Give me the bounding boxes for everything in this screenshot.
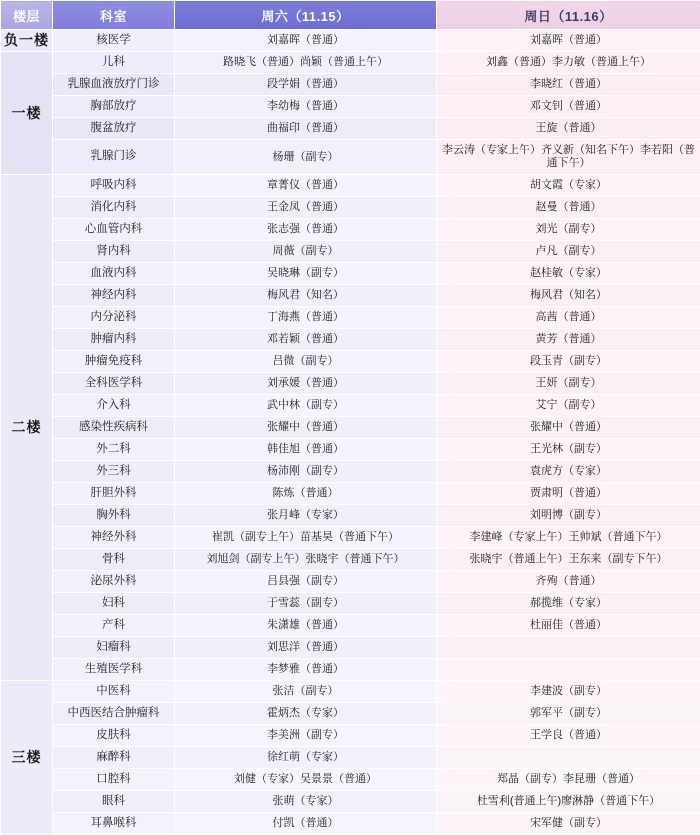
department-name: 产科 (53, 615, 175, 637)
header-department: 科室 (53, 1, 175, 30)
table-header (1, 1, 700, 30)
department-name: 妇瘤科 (53, 637, 175, 659)
table-row (1, 769, 700, 791)
department-name: 麻醉科 (53, 747, 175, 769)
saturday-doctor: 付凯（普通） (175, 813, 437, 835)
department-name: 感染性疾病科 (53, 417, 175, 439)
table-row (1, 571, 700, 593)
table-row (1, 395, 700, 417)
sunday-doctor: 杜雪利(普通上午)廖淋静（普通下午） (437, 791, 700, 813)
sunday-doctor: 李建峰（专家上午）王帅斌（普通下午） (437, 527, 700, 549)
table-row (1, 703, 700, 725)
department-name: 儿科 (53, 52, 175, 74)
department-name: 消化内科 (53, 197, 175, 219)
table-row (1, 351, 700, 373)
sunday-doctor: 段玉青（副专） (437, 351, 700, 373)
saturday-doctor: 张耀中（普通） (175, 417, 437, 439)
department-name: 肾内科 (53, 241, 175, 263)
department-name: 胸外科 (53, 505, 175, 527)
sunday-doctor: 齐殉（普通） (437, 571, 700, 593)
department-name: 神经外科 (53, 527, 175, 549)
department-name: 肿瘤免疫科 (53, 351, 175, 373)
floor-label: 二楼 (1, 175, 53, 681)
department-name: 乳腺血液放疗门诊 (53, 74, 175, 96)
sunday-doctor: 杜丽佳（普通） (437, 615, 700, 637)
department-name: 妇科 (53, 593, 175, 615)
sunday-doctor: 郑晶（副专）李昆珊（普通） (437, 769, 700, 791)
table-row (1, 329, 700, 351)
saturday-doctor: 李梦雅（普通） (175, 659, 437, 681)
header-row (1, 1, 700, 30)
table-row (1, 140, 700, 175)
table-row (1, 74, 700, 96)
header-sunday: 周日（11.16） (437, 1, 700, 30)
department-name: 口腔科 (53, 769, 175, 791)
saturday-doctor: 刘承媛（普通） (175, 373, 437, 395)
department-name: 全科医学科 (53, 373, 175, 395)
table-row (1, 96, 700, 118)
department-name: 泌尿外科 (53, 571, 175, 593)
department-name: 胸部放疗 (53, 96, 175, 118)
table-row (1, 461, 700, 483)
saturday-doctor: 韩佳旭（普通） (175, 439, 437, 461)
table-row (1, 791, 700, 813)
sunday-doctor: 王旋（普通） (437, 118, 700, 140)
department-name: 肝胆外科 (53, 483, 175, 505)
table-row (1, 30, 700, 52)
saturday-doctor: 张志强（普通） (175, 219, 437, 241)
department-name: 心血管内科 (53, 219, 175, 241)
table-row (1, 417, 700, 439)
sunday-doctor: 刘明博（副专） (437, 505, 700, 527)
saturday-doctor: 李幼梅（普通） (175, 96, 437, 118)
header-floor: 楼层 (1, 1, 53, 30)
saturday-doctor: 杨珊（副专） (175, 140, 437, 175)
sunday-doctor: 刘光（副专） (437, 219, 700, 241)
floor-label: 三楼 (1, 681, 53, 835)
saturday-doctor: 王金凤（普通） (175, 197, 437, 219)
department-name: 腹盆放疗 (53, 118, 175, 140)
saturday-doctor: 刘旭剑（副专上午）张晓宇（普通下午） (175, 549, 437, 571)
department-name: 生殖医学科 (53, 659, 175, 681)
sunday-doctor: 李建波（副专） (437, 681, 700, 703)
saturday-doctor: 吕微（副专） (175, 351, 437, 373)
department-name: 中西医结合肿瘤科 (53, 703, 175, 725)
table-row (1, 813, 700, 835)
sunday-doctor: 梅风君（知名） (437, 285, 700, 307)
table-row (1, 241, 700, 263)
saturday-doctor: 霍炳杰（专家） (175, 703, 437, 725)
sunday-doctor (437, 747, 700, 769)
table-row (1, 175, 700, 197)
sunday-doctor: 张耀中（普通） (437, 417, 700, 439)
department-name: 外二科 (53, 439, 175, 461)
sunday-doctor: 刘鑫（普通）李力敏（普通上午） (437, 52, 700, 74)
header-saturday: 周六（11.15） (175, 1, 437, 30)
saturday-doctor: 张月峰（专家） (175, 505, 437, 527)
table-row (1, 681, 700, 703)
saturday-doctor: 杨沛刚（副专） (175, 461, 437, 483)
table-row (1, 483, 700, 505)
table-body (1, 30, 700, 835)
saturday-doctor: 吕县强（副专） (175, 571, 437, 593)
table-row (1, 593, 700, 615)
saturday-doctor: 于雪蕊（副专） (175, 593, 437, 615)
saturday-doctor: 徐红萌（专家） (175, 747, 437, 769)
table-row (1, 197, 700, 219)
sunday-doctor: 王学良（普通） (437, 725, 700, 747)
department-name: 内分泌科 (53, 307, 175, 329)
sunday-doctor: 王妍（副专） (437, 373, 700, 395)
saturday-doctor: 陈炼（普通） (175, 483, 437, 505)
saturday-doctor: 路晓飞（普通）尚颖（普通上午） (175, 52, 437, 74)
saturday-doctor: 李美洲（副专） (175, 725, 437, 747)
sunday-doctor: 高茜（普通） (437, 307, 700, 329)
sunday-doctor: 李云涛（专家上午）齐义新（知名下午）李若阳（普通下午） (437, 140, 700, 175)
table-row (1, 747, 700, 769)
saturday-doctor: 章菁仪（普通） (175, 175, 437, 197)
floor-label: 一楼 (1, 52, 53, 175)
department-name: 核医学 (53, 30, 175, 52)
saturday-doctor: 丁海燕（普通） (175, 307, 437, 329)
table-row (1, 263, 700, 285)
sunday-doctor: 赵桂敏（专家） (437, 263, 700, 285)
floor-label: 负一楼 (1, 30, 53, 52)
sunday-doctor: 贾肃明（普通） (437, 483, 700, 505)
department-name: 乳腺门诊 (53, 140, 175, 175)
saturday-doctor: 刘嘉晖（普通） (175, 30, 437, 52)
table-row (1, 285, 700, 307)
saturday-doctor: 武中林（副专） (175, 395, 437, 417)
department-name: 外三科 (53, 461, 175, 483)
sunday-doctor: 张晓宇（普通上午）王东来（副专下午） (437, 549, 700, 571)
sunday-doctor: 胡文霞（专家） (437, 175, 700, 197)
department-name: 耳鼻喉科 (53, 813, 175, 835)
sunday-doctor (437, 637, 700, 659)
table-row (1, 219, 700, 241)
table-row (1, 52, 700, 74)
sunday-doctor: 李晓红（普通） (437, 74, 700, 96)
department-name: 皮肤科 (53, 725, 175, 747)
saturday-doctor: 梅风君（知名） (175, 285, 437, 307)
saturday-doctor: 吴晓琳（副专） (175, 263, 437, 285)
department-name: 眼科 (53, 791, 175, 813)
sunday-doctor: 刘嘉晖（普通） (437, 30, 700, 52)
saturday-doctor: 张萌（专家） (175, 791, 437, 813)
table-row (1, 659, 700, 681)
sunday-doctor: 邓文钊（普通） (437, 96, 700, 118)
table-row (1, 637, 700, 659)
sunday-doctor: 王光林（副专） (437, 439, 700, 461)
sunday-doctor: 宋军健（副专） (437, 813, 700, 835)
table-row (1, 307, 700, 329)
sunday-doctor (437, 659, 700, 681)
table-row (1, 615, 700, 637)
sunday-doctor: 卢凡（副专） (437, 241, 700, 263)
sunday-doctor: 艾宁（副专） (437, 395, 700, 417)
department-name: 神经内科 (53, 285, 175, 307)
table-row (1, 527, 700, 549)
department-name: 血液内科 (53, 263, 175, 285)
sunday-doctor: 袁虎方（专家） (437, 461, 700, 483)
sunday-doctor: 黄芳（普通） (437, 329, 700, 351)
saturday-doctor: 张洁（副专） (175, 681, 437, 703)
table-row (1, 118, 700, 140)
table-row (1, 373, 700, 395)
department-name: 骨科 (53, 549, 175, 571)
department-name: 介入科 (53, 395, 175, 417)
saturday-doctor: 朱潇雄（普通） (175, 615, 437, 637)
department-name: 肿瘤内科 (53, 329, 175, 351)
department-name: 中医科 (53, 681, 175, 703)
saturday-doctor: 刘健（专家）吴景景（普通） (175, 769, 437, 791)
table-row (1, 725, 700, 747)
saturday-doctor: 邓若颖（普通） (175, 329, 437, 351)
saturday-doctor: 段学娟（普通） (175, 74, 437, 96)
sunday-doctor: 赵曼（普通） (437, 197, 700, 219)
table-row (1, 549, 700, 571)
sunday-doctor: 郭军平（副专） (437, 703, 700, 725)
saturday-doctor: 刘思洋（普通） (175, 637, 437, 659)
table-row (1, 505, 700, 527)
sunday-doctor: 郝揽维（专家） (437, 593, 700, 615)
saturday-doctor: 曲福印（普通） (175, 118, 437, 140)
saturday-doctor: 周薇（副专） (175, 241, 437, 263)
saturday-doctor: 崔凯（副专上午）苗基昊（普通下午） (175, 527, 437, 549)
department-name: 呼吸内科 (53, 175, 175, 197)
table-row (1, 439, 700, 461)
